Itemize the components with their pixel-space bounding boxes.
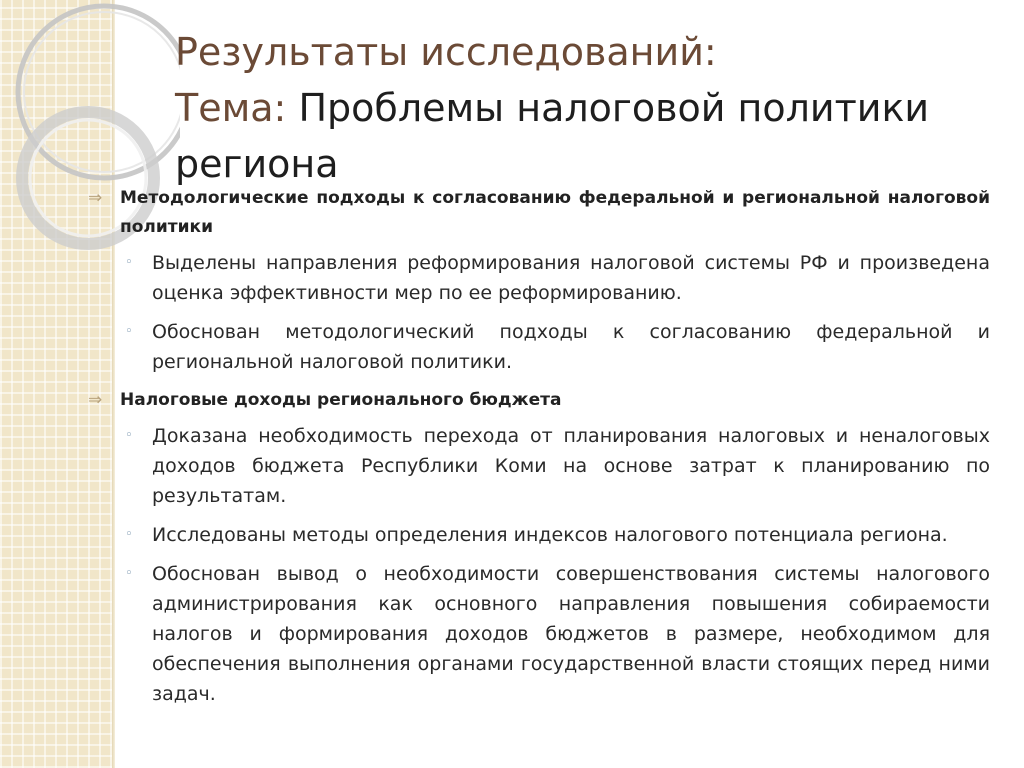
list-item-text: Доказана необходимость перехода от планирования налоговых и неналоговых доходов бюджета Республики Коми на основе затрат к планированию по результатам. <box>152 425 990 507</box>
list-item <box>88 520 990 550</box>
list-item-text: Обоснован методологический подходы к согласованию федеральной и региональной налоговой политики. <box>152 321 990 373</box>
title-line-2 <box>175 80 995 136</box>
title-line-1: Результаты исследований: <box>175 30 717 74</box>
ring-bullet-icon: ◦ <box>125 566 133 581</box>
list-item <box>88 317 990 377</box>
list-item-text: Выделены направления реформирования налоговой системы РФ и произведена оценка эффективности мер по ее реформированию. <box>152 252 990 304</box>
section-heading-text: Методологические подходы к согласованию федеральной и региональной налоговой политики <box>120 188 990 237</box>
slide-title <box>175 24 995 192</box>
section-heading <box>88 386 990 415</box>
title-theme-text: Проблемы налоговой политики <box>298 86 930 130</box>
list-item <box>88 559 990 709</box>
double-arrow-icon: ⇒ <box>88 390 103 410</box>
section-heading <box>88 184 990 242</box>
ring-bullet-icon: ◦ <box>125 428 133 443</box>
list-item <box>88 248 990 308</box>
double-arrow-icon: ⇒ <box>88 188 103 208</box>
title-line-3: региона <box>175 142 339 186</box>
list-item-text: Исследованы методы определения индексов налогового потенциала региона. <box>152 524 948 546</box>
ring-bullet-icon: ◦ <box>125 255 133 270</box>
list-item-text: Обоснован вывод о необходимости совершенствования системы налогового администрирования как основного направления повышения собираемости налогов и формирования доходов бюджетов в размере, необходимом для обеспечения выполнения органами государственной власти стоящих перед ними задач. <box>152 563 990 705</box>
title-theme-label: Тема: <box>175 86 287 130</box>
list-item <box>88 421 990 511</box>
ring-bullet-icon: ◦ <box>125 324 133 339</box>
section-heading-text: Налоговые доходы регионального бюджета <box>120 390 562 410</box>
slide-content <box>88 184 990 709</box>
ring-bullet-icon: ◦ <box>125 527 133 542</box>
